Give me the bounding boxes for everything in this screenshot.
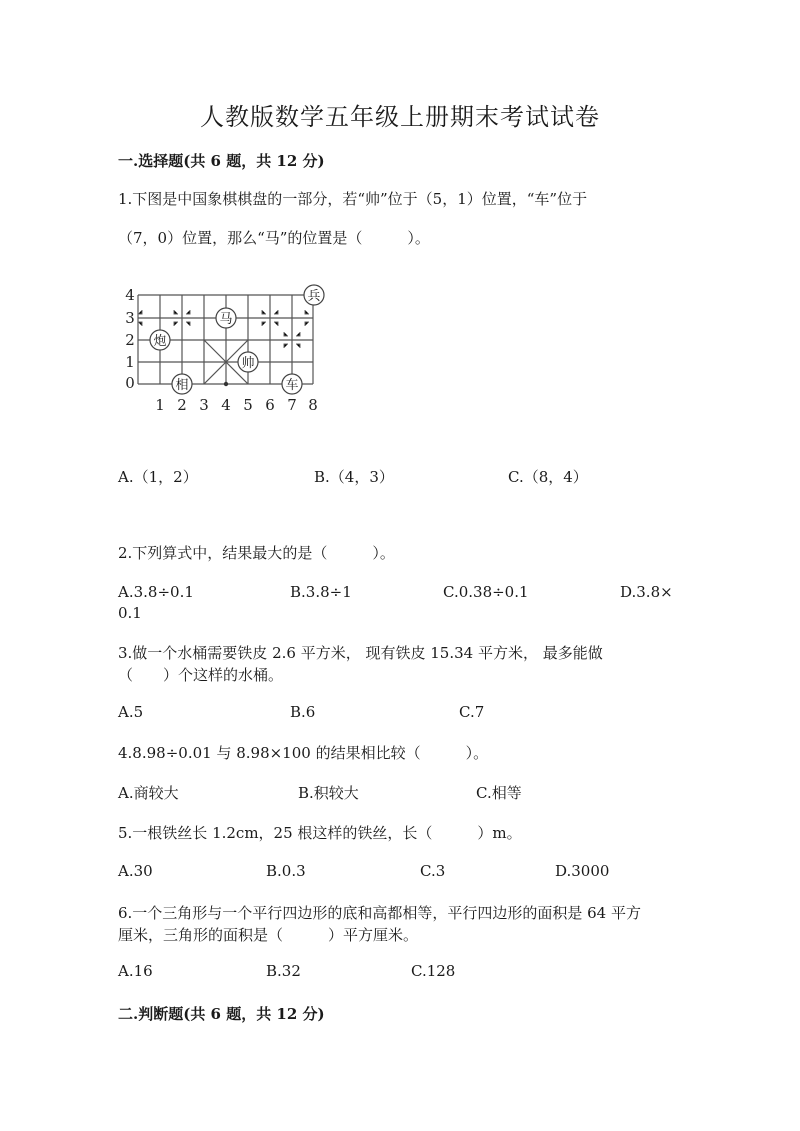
x-axis-label: 1 — [155, 396, 165, 414]
x-axis-label: 6 — [265, 396, 275, 414]
question-6-line-2: 厘米，三角形的面积是（ ）平方厘米。 — [118, 926, 419, 944]
page-title: 人教版数学五年级上册期末考试试卷 — [200, 103, 600, 131]
y-axis-label: 3 — [125, 309, 135, 327]
question-2-option-d-continued: 0.1 — [118, 604, 142, 622]
question-2-option-a[interactable]: A.3.8÷0.1 — [118, 583, 194, 601]
y-axis-label: 0 — [125, 374, 135, 392]
question-6-option-c[interactable]: C.128 — [411, 962, 456, 980]
question-3-option-a[interactable]: A.5 — [118, 703, 144, 721]
chess-piece-ma — [216, 308, 236, 328]
question-2-option-c[interactable]: C.0.38÷0.1 — [443, 583, 529, 601]
question-1-option-a[interactable]: A.（1，2） — [118, 468, 198, 486]
chess-piece-bing — [304, 285, 324, 305]
question-2-option-d[interactable]: D.3.8× — [620, 583, 673, 601]
chess-piece-shuai — [238, 352, 258, 372]
question-3-line-2: （ ）个这样的水桶。 — [118, 666, 284, 684]
question-6-option-b[interactable]: B.32 — [266, 962, 301, 980]
x-axis-label: 5 — [243, 396, 253, 414]
question-1-line-1: 1.下图是中国象棋棋盘的一部分，若“帅”位于（5，1）位置，“车”位于 — [118, 190, 588, 208]
chess-piece-pao — [150, 330, 170, 350]
question-5-option-b[interactable]: B.0.3 — [266, 862, 306, 880]
question-3-line-1: 3.做一个水桶需要铁皮 2.6 平方米， 现有铁皮 15.34 平方米， 最多能做 — [118, 644, 603, 662]
svg-text:帅: 帅 — [241, 356, 255, 371]
svg-text:车: 车 — [285, 378, 299, 393]
question-3-option-c[interactable]: C.7 — [459, 703, 485, 721]
question-5-text: 5.一根铁丝长 1.2cm，25 根这样的铁丝，长（ ）m。 — [118, 824, 522, 842]
question-4-option-c[interactable]: C.相等 — [476, 784, 522, 802]
chess-piece-che — [282, 374, 302, 394]
question-4-option-b[interactable]: B.积较大 — [298, 784, 359, 802]
x-axis-label: 7 — [287, 396, 297, 414]
svg-text:相: 相 — [175, 378, 189, 393]
svg-text:马: 马 — [219, 312, 233, 327]
question-2-text: 2.下列算式中，结果最大的是（ ）。 — [118, 544, 395, 562]
question-3-option-b[interactable]: B.6 — [290, 703, 316, 721]
question-5-option-d[interactable]: D.3000 — [555, 862, 610, 880]
chess-board-figure — [118, 280, 338, 415]
question-6-option-a[interactable]: A.16 — [118, 962, 153, 980]
y-axis-label: 2 — [125, 331, 135, 349]
question-2-option-b[interactable]: B.3.8÷1 — [290, 583, 352, 601]
question-6-line-1: 6.一个三角形与一个平行四边形的底和高都相等，平行四边形的面积是 64 平方 — [118, 904, 641, 922]
section-heading-true-false: 二.判断题(共 6 题，共 12 分) — [118, 1005, 325, 1023]
svg-text:炮: 炮 — [153, 334, 167, 349]
question-1-option-c[interactable]: C.（8，4） — [508, 468, 588, 486]
question-4-option-a[interactable]: A.商较大 — [118, 784, 179, 802]
section-heading-choice: 一.选择题(共 6 题，共 12 分) — [118, 152, 325, 170]
y-axis-label: 4 — [125, 286, 135, 304]
x-axis-label: 8 — [308, 396, 318, 414]
question-1-option-b[interactable]: B.（4，3） — [314, 468, 394, 486]
svg-text:兵: 兵 — [307, 289, 321, 304]
y-axis-label: 1 — [125, 353, 135, 371]
x-axis-label: 2 — [177, 396, 187, 414]
question-5-option-c[interactable]: C.3 — [420, 862, 446, 880]
question-1-line-2: （7，0）位置，那么“马”的位置是（ ）。 — [118, 229, 430, 247]
question-5-option-a[interactable]: A.30 — [118, 862, 153, 880]
chess-piece-xiang — [172, 374, 192, 394]
x-axis-label: 4 — [221, 396, 231, 414]
question-4-text: 4.8.98÷0.01 与 8.98×100 的结果相比较（ ）。 — [118, 744, 489, 762]
board-point — [224, 382, 228, 386]
x-axis-label: 3 — [199, 396, 209, 414]
